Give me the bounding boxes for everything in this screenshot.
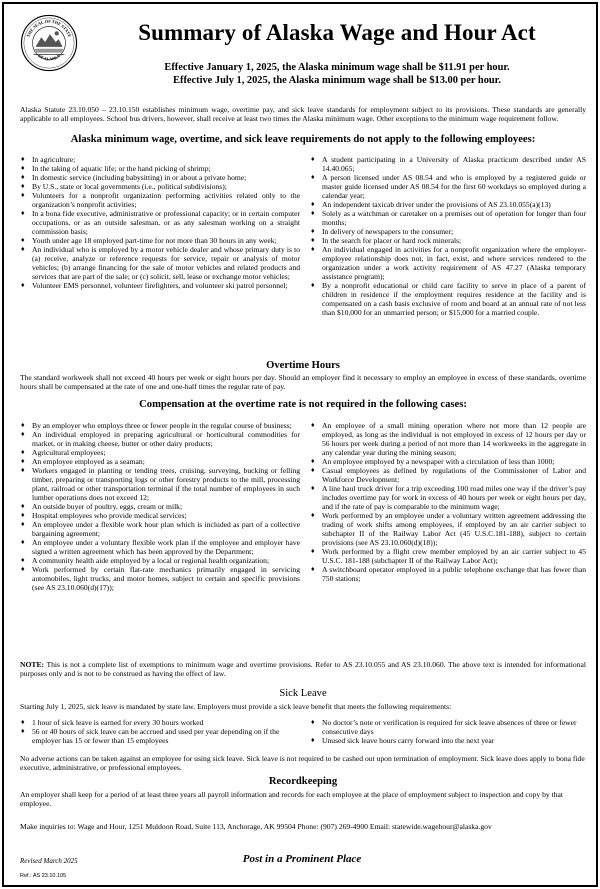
exemptions-left-column <box>20 155 300 290</box>
revised-date: Revised March 2025 <box>20 857 78 865</box>
overtime-paragraph: The standard workweek shall not exceed 40 hours per week or eight hours per day. Should an employer find it necessary to employ an employee in excess of these standards, overtime hours shall be compensated at the rate of one and one-half times the regular rate of pay. <box>20 373 586 391</box>
list-item: ♦ In delivery of newspapers to the consumer; <box>310 227 586 236</box>
list-item: ♦ Unused sick leave hours carry forward into the next year <box>310 736 586 745</box>
sick-leave-paragraph: No adverse actions can be taken against an employee for using sick leave. Sick leave is not required to be cashed out upon termination of employment. Sick leave does apply to bona fide executive, administrative, or professional employees. <box>20 754 585 772</box>
effective-date-january: Effective January 1, 2025, the Alaska minimum wage shall be $11.91 per hour. <box>164 62 510 73</box>
list-item: ♦ No doctor’s note or verification is required for sick leave absences of three or fewer consecutive days <box>310 718 586 736</box>
list-item: ♦ An individual who is employed by a motor vehicle dealer and whose primary duty is to (a) receive, analyze or reference requests for service, repair or analysis of motor vehicles; (b) arrange financing for the sale of motor vehicles and related products and services that are part of the sale; or (c) solicit, sell, lease or exchange motor vehicles; <box>20 245 300 281</box>
list-item: ♦ In a bona fide executive, administrative or professional capacity; or in certain computer occupations, or as an outside salesman, or as any salesman working on a straight commission basis; <box>20 209 300 236</box>
list-item: ♦ 56 or 40 hours of sick leave can be accrued and used per year depending on if the employer has 15 or fewer than 15 employees <box>20 727 300 745</box>
note-paragraph <box>20 660 586 678</box>
list-item: ♦ A person licensed under AS 08.54 and who is employed by a registered guide or master guide licensed under AS 08.54 for the first 60 workdays so employed during a calendar year; <box>310 173 586 200</box>
seal-top-text: THE SEAL OF THE STATE <box>25 18 73 38</box>
reference-code: Ref.: AS 23.10.105 <box>20 873 67 879</box>
sick-leave-heading: Sick Leave <box>279 688 327 699</box>
list-item: ♦ In domestic service (including babysitting) in or about a private home; <box>20 173 300 182</box>
list-item: ♦ A student participating in a University of Alaska practicum described under AS 14.40.065; <box>310 155 586 173</box>
list-item: ♦ An outside buyer of poultry, eggs, cream or milk; <box>20 502 300 511</box>
alaska-state-seal-icon <box>20 14 78 72</box>
effective-date-july: Effective July 1, 2025, the Alaska minimum wage shall be $13.00 per hour. <box>173 75 501 86</box>
list-item: ♦ An employee under a voluntary flexible work plan if the employee and employer have signed a written agreement which has been approved by the Department; <box>20 538 300 556</box>
list-item: ♦ In the search for placer or hard rock minerals; <box>310 236 586 245</box>
list-item: ♦ Casual employees as defined by regulations of the Commissioner of Labor and Workforce Development; <box>310 466 586 484</box>
list-item: ♦ In the taking of aquatic life; or the hand picking of shrimp; <box>20 164 300 173</box>
list-item: ♦ By U.S., state or local governments (i.e., political subdivisions); <box>20 182 300 191</box>
sick-leave-intro: Starting July 1, 2025, sick leave is mandated by state law. Employers must provide a sick leave benefit that meets the following requirements: <box>20 702 452 711</box>
effective-dates <box>92 61 582 87</box>
inquiries-line: Make inquiries to: Wage and Hour, 1251 Muldoon Road, Suite 113, Anchorage, AK 99504 Phone: (907) 269-4900 Email: statewide.wagehour@alaska.gov <box>20 822 492 831</box>
list-item: ♦ Hospital employees who provide medical services; <box>20 511 300 520</box>
list-item: ♦ An employee of a small mining operation where not more than 12 people are employed, as long as the individual is not employed in excess of 12 hours per day or 56 hours per week during a period of not more than 14 workweeks in the aggregate in any calendar year during the mining season; <box>310 421 586 457</box>
poster <box>2 2 598 887</box>
list-item: ♦ An independent taxicab driver under the provisions of AS 23.10.055(a)(13) <box>310 200 586 209</box>
sick-leave-right-column <box>310 718 586 745</box>
seal-bottom-text: OF ALASKA <box>37 53 61 62</box>
list-item: ♦ Youth under age 18 employed part-time for not more than 30 hours in any week; <box>20 236 300 245</box>
list-item: ♦ A switchboard operator employed in a public telephone exchange that has fewer than 750 stations; <box>310 565 586 583</box>
list-item: ♦ An employee employed as a seaman; <box>20 457 300 466</box>
recordkeeping-heading: Recordkeeping <box>268 776 338 787</box>
exemptions-right-column <box>310 155 586 317</box>
list-item: ♦ Volunteers for a nonprofit organization performing activities related only to the organization’s nonprofit activities; <box>20 191 300 209</box>
list-item: ♦ By a nonprofit educational or child care facility to serve in place of a parent of children in residence if the employment requires residence at the facility and is compensated on a cash basis exclusive of room and board at an annual rate of not less than $10,000 for an unmarried person; or $15,000 for a married couple. <box>310 281 586 317</box>
list-item: ♦ Work performed by an employee under a voluntary written agreement addressing the trading of work shifts among employees, if employed by an air carrier subject to subchapter II of the Railway Labor Act (45 U.S.C.181-188), subject to certain provisions (see AS 23.10.060(d)(18)); <box>310 511 586 547</box>
overtime-exempt-left-column <box>20 421 300 592</box>
note-text: This is not a complete list of exemptions to minimum wage and overtime provisions. Refer to AS 23.10.055 and AS 23.10.060. The above text is intended for informational purposes only and is not to be construed as having the effect of law. <box>20 660 586 678</box>
note-label: NOTE: <box>20 660 45 669</box>
list-item: ♦ A line haul truck driver for a trip exceeding 100 road miles one way if the driver’s pay includes overtime pay for work in excess of 40 hours per week or eight hours per day, and if the rate of pay is comparable to the minimum wage; <box>310 484 586 511</box>
page-title: Summary of Alaska Wage and Hour Act <box>138 20 536 45</box>
list-item: ♦ An individual employed in preparing agricultural or horticultural commodities for market, or in making cheese, butter or other dairy products; <box>20 430 300 448</box>
list-item: ♦ In agriculture; <box>20 155 300 164</box>
recordkeeping-paragraph: An employer shall keep for a period of at least three years all payroll information and records for each employee at the place of employment subject to inspection and copy by that employee. <box>20 790 563 808</box>
list-item: ♦ By an employer who employs three or fewer people in the regular course of business; <box>20 421 300 430</box>
exemptions-heading: Alaska minimum wage, overtime, and sick leave requirements do not apply to the following employees: <box>70 134 536 145</box>
list-item: ♦ A community health aide employed by a local or regional health organization; <box>20 556 300 565</box>
list-item: ♦ An employee under a flexible work hour plan which is included as part of a collective bargaining agreement; <box>20 520 300 538</box>
overtime-exempt-heading: Compensation at the overtime rate is not required in the following cases: <box>139 399 467 410</box>
intro-paragraph: Alaska Statute 23.10.050 – 23.10.150 establishes minimum wage, overtime pay, and sick leave standards for employment subject to its provisions. These standards are generally applicable to all employees. School bus drivers, however, shall receive at least two times the Alaska minimum wage. Other exceptions to the minimum wage requirement follow. <box>20 105 586 123</box>
overtime-heading: Overtime Hours <box>266 360 340 371</box>
svg-text:OF ALASKA <box>37 53 61 62</box>
list-item: ♦ Work performed by a flight crew member employed by an air carrier subject to 45 U.S.C. 181-188 (subchapter II of the Railway Labor Act); <box>310 547 586 565</box>
list-item: ♦ 1 hour of sick leave is earned for every 30 hours worked <box>20 718 300 727</box>
list-item: ♦ Agricultural employees; <box>20 448 300 457</box>
list-item: ♦ Workers engaged in planting or tending trees, cruising, surveying, bucking or felling timber, preparing or transporting logs or other forestry products to the mill, processing plant, railroad or other transportation terminal if the total number of employees in such lumber operations does not exceed 12; <box>20 466 300 502</box>
list-item: ♦ Volunteer EMS personnel, volunteer firefighters, and volunteer ski patrol personnel; <box>20 281 300 290</box>
list-item: ♦ Work performed by certain flat-rate mechanics primarily engaged in servicing automobiles, light trucks, and motor homes, subject to certain and specific provisions (see AS 23.10.060(d)(17)); <box>20 565 300 592</box>
list-item: ♦ An employee employed by a newspaper with a circulation of less than 1000; <box>310 457 586 466</box>
post-notice: Post in a Prominent Place <box>242 853 362 865</box>
overtime-exempt-right-column <box>310 421 586 583</box>
list-item: ♦ Solely as a watchman or caretaker on a premises out of operation for longer than four months; <box>310 209 586 227</box>
sick-leave-left-column <box>20 718 300 745</box>
list-item: ♦ An individual engaged in activities for a nonprofit organization where the employer-employee relationship does not, in fact, exist, and where services rendered to the organization under a work activity requirement of AS 47.27 (Alaska temporary assistance program); <box>310 245 586 281</box>
